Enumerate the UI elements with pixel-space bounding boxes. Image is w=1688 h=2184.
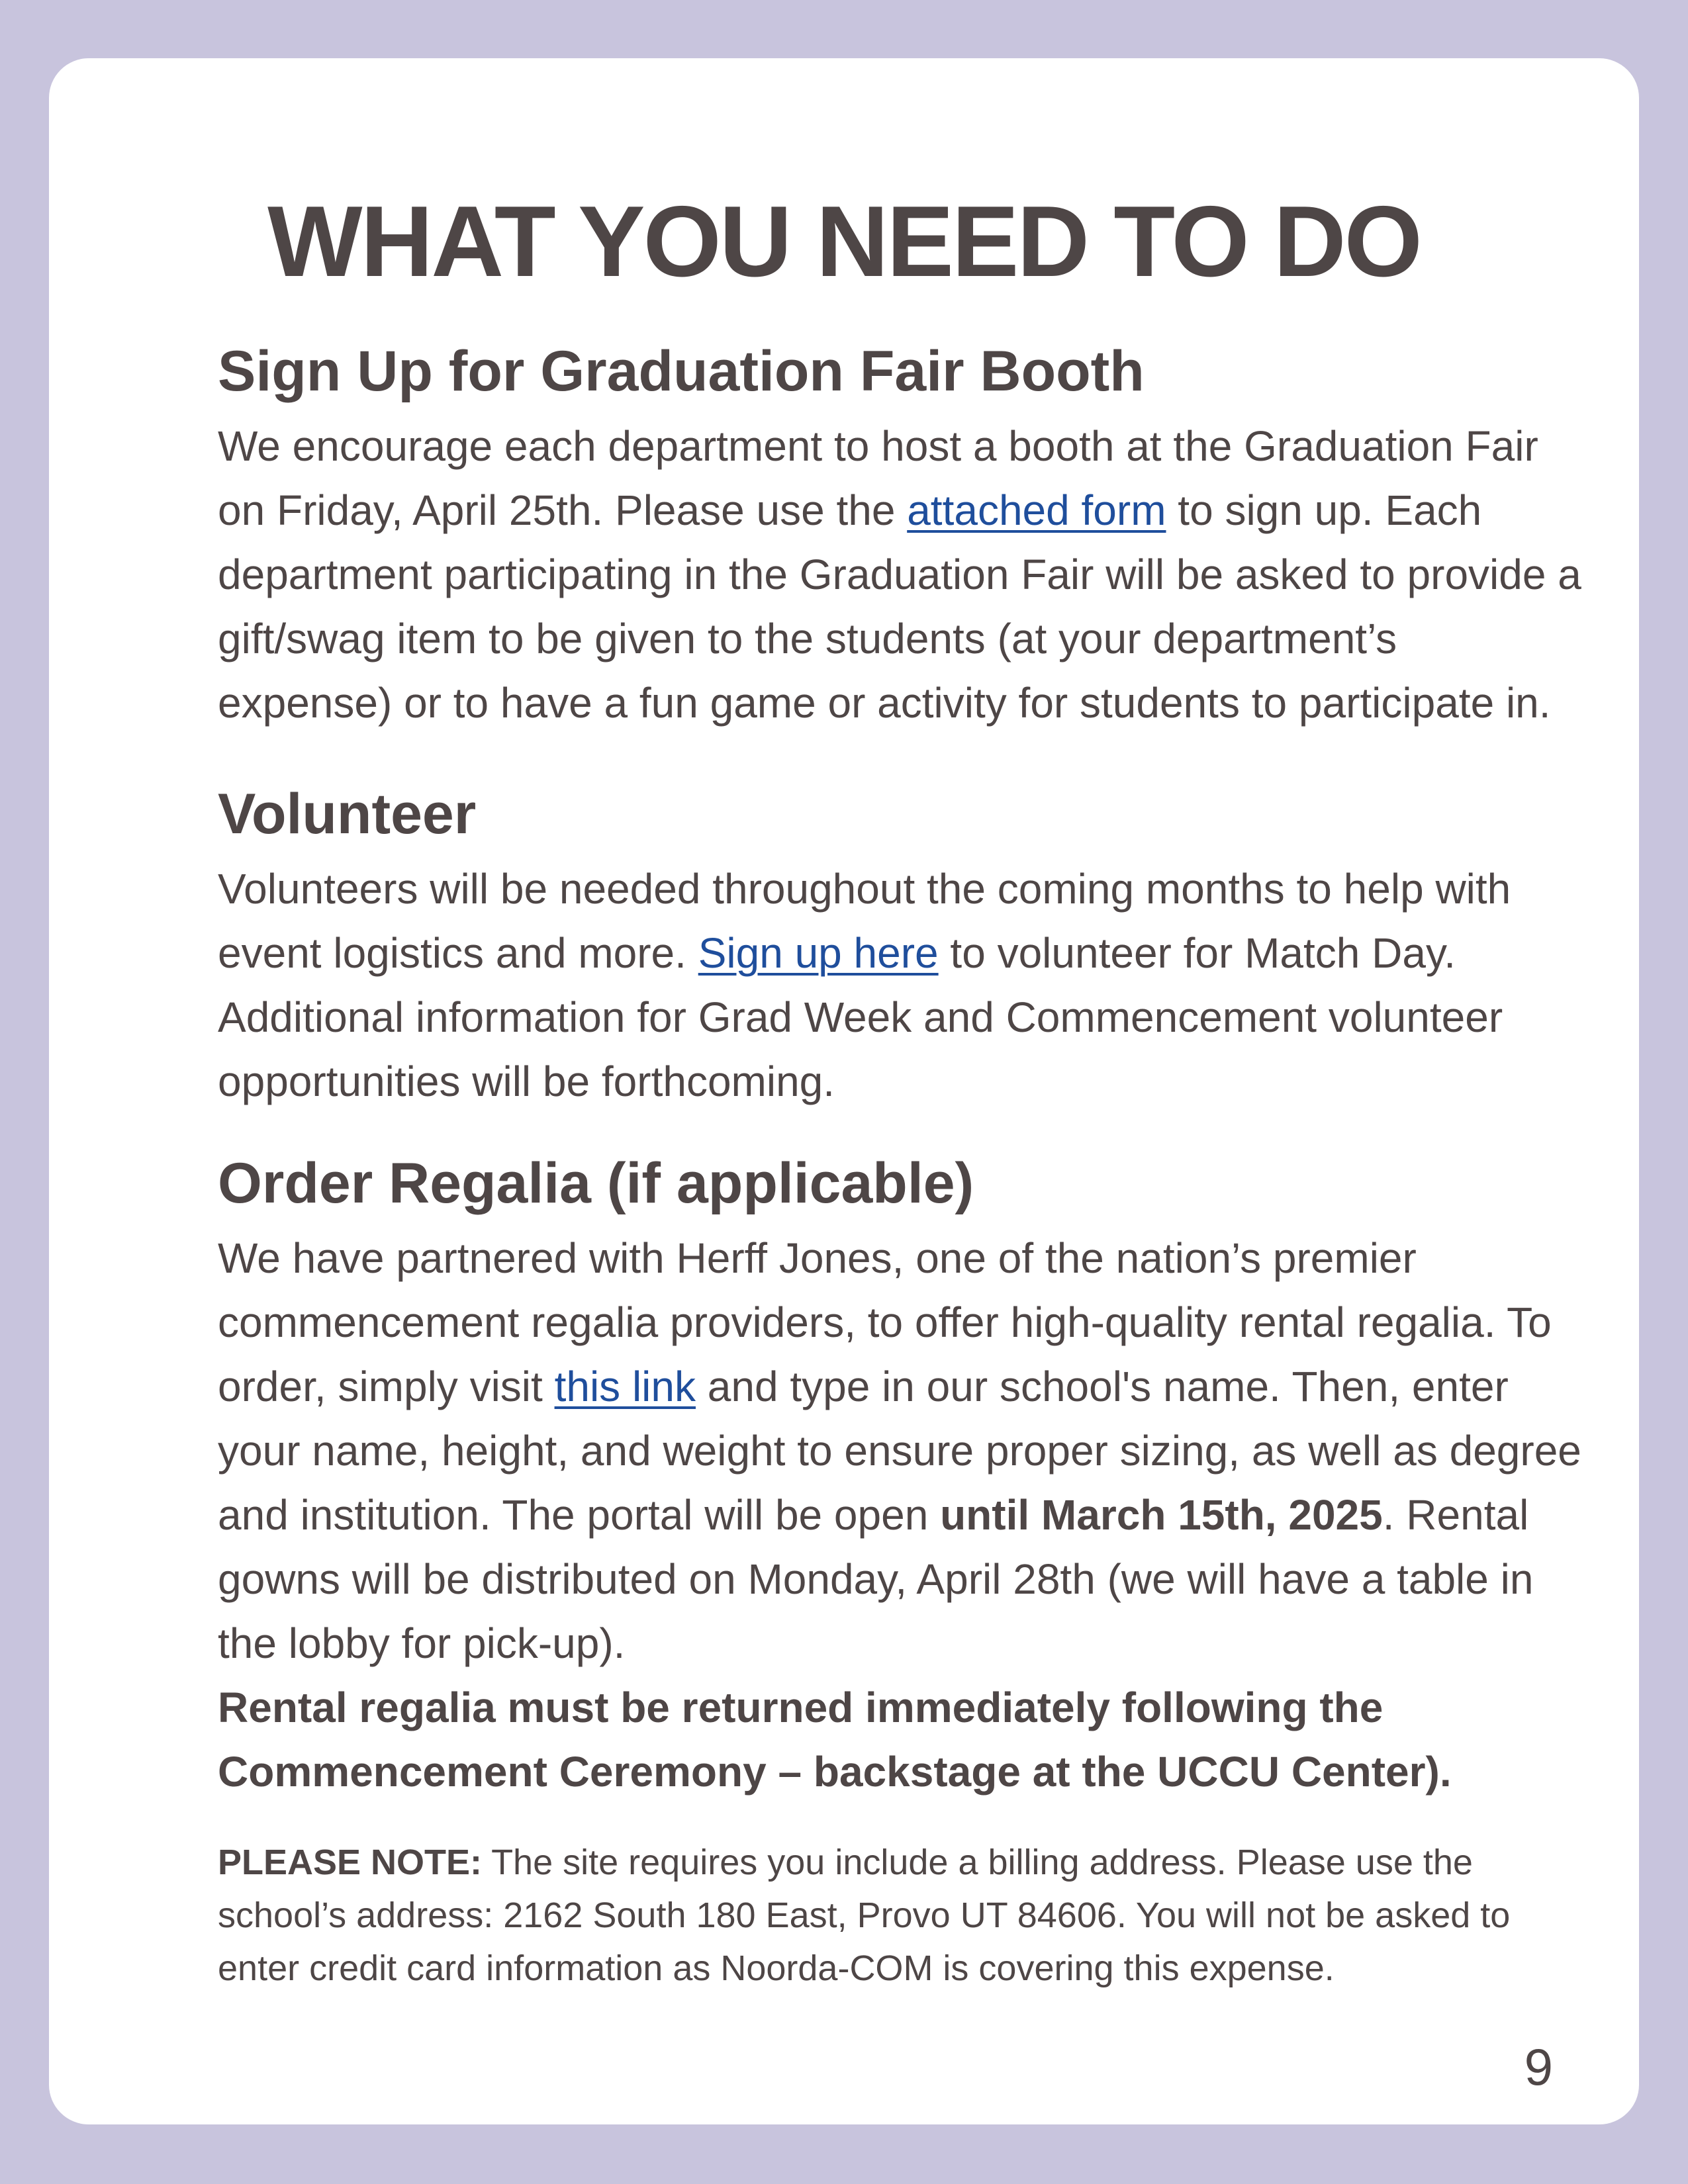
regalia-text-end: . Rental gowns will be distributed on Monday, April 28th (we will have a table in the lobby for pick-up). [218, 1491, 1534, 1667]
regalia-return-notice: Rental regalia must be returned immediately following the Commencement Ceremony – backstage at the UCCU Center). [218, 1684, 1452, 1796]
attached-form-link[interactable]: attached form [907, 486, 1166, 534]
regalia-deadline: until March 15th, 2025 [940, 1491, 1383, 1539]
page-number: 9 [1524, 2038, 1553, 2096]
page-content [218, 328, 1581, 2030]
regalia-text-start: We have partnered with Herff Jones, one of the nation’s premier commencement regalia providers, to offer high-quality rental regalia. To order, simply visit [218, 1234, 1552, 1410]
regalia-text-mid: and type in our school's name. Then, enter your name, height, and weight to ensure proper sizing, as well as degree and institution. The portal will be open [218, 1363, 1581, 1539]
booth-heading: Sign Up for Graduation Fair Booth [218, 340, 1145, 403]
volunteer-text-end: to volunteer for Match Day. Additional information for Grad Week and Commencement volunteer opportunities will be forthcoming. [218, 929, 1503, 1105]
page-title: WHAT YOU NEED TO DO [267, 185, 1421, 298]
booth-section [218, 328, 1581, 735]
volunteer-section [218, 771, 1581, 1114]
regalia-heading: Order Regalia (if applicable) [218, 1152, 974, 1215]
volunteer-text-start: Volunteers will be needed throughout the coming months to help with event logistics and more. [218, 865, 1511, 977]
sign-up-here-link[interactable]: Sign up here [698, 929, 939, 977]
note-label: PLEASE NOTE: [218, 1843, 483, 1882]
volunteer-heading: Volunteer [218, 782, 477, 846]
page-card [49, 58, 1639, 2124]
booth-text-start: We encourage each department to host a booth at the Graduation Fair on Friday, April 25th. Please use the [218, 422, 1538, 534]
regalia-paragraph [218, 1226, 1581, 1804]
volunteer-paragraph [218, 857, 1581, 1114]
booth-paragraph [218, 414, 1581, 735]
note-text: The site requires you include a billing address. Please use the school’s address: 2162 South 180 East, Provo UT 84606. You will not be asked to enter credit card information as Noorda-COM is covering this expense. [218, 1843, 1511, 1988]
this-link-link[interactable]: this link [554, 1363, 696, 1410]
booth-text-end: to sign up. Each department participating in the Graduation Fair will be asked to provide a gift/swag item to be given to the students (at your department’s expense) or to have a fun game or activity for students to participate in. [218, 486, 1581, 727]
billing-note [218, 1836, 1581, 1995]
regalia-section [218, 1140, 1581, 1804]
